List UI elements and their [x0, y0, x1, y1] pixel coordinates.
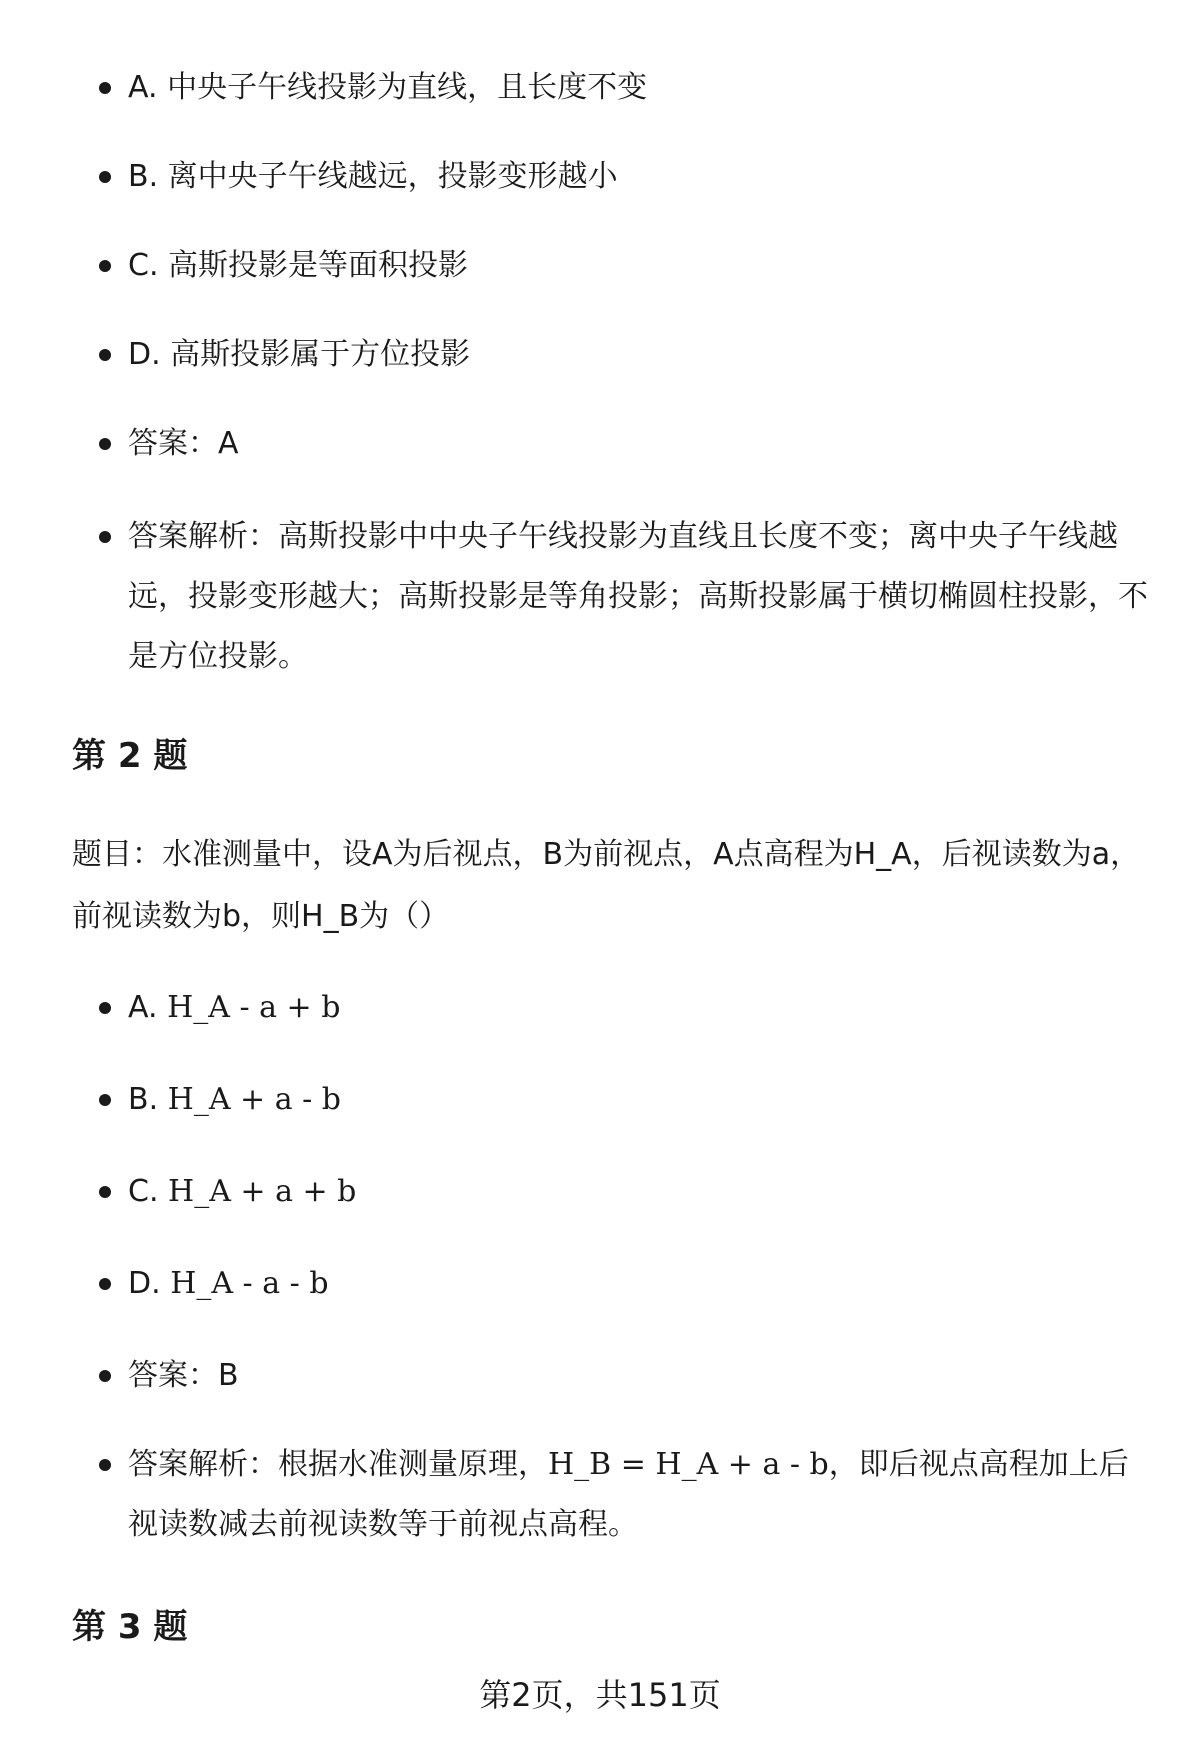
q1-answer: 答案：A: [128, 414, 1148, 474]
q2-analysis-post: ，即后视点高程加上后视读数减去前视读数等于前视点高程。: [128, 1447, 1129, 1542]
q2-option-a-formula: H_A - a + b: [167, 990, 341, 1025]
q2-option-d: [128, 1254, 1148, 1314]
q2-heading: 第 2 题: [72, 736, 188, 776]
q2-option-a-label: A.: [128, 990, 168, 1025]
q1-analysis: 答案解析：高斯投影中中央子午线投影为直线且长度不变；离中央子午线越远，投影变形越大；高斯投影是等角投影；高斯投影属于横切椭圆柱投影，不是方位投影。: [128, 507, 1148, 687]
q1-option-a: A. 中央子午线投影为直线，且长度不变: [128, 58, 1148, 118]
q2-option-d-formula: H_A - a - b: [170, 1266, 329, 1301]
q2-stem-line-1: 题目：水准测量中，设A为后视点，B为前视点，A点高程为H_A，后视读数为a，: [72, 837, 1141, 872]
q2-analysis-formula: H_B = H_A + a - b: [548, 1447, 829, 1482]
q2-analysis-pre: 答案解析：根据水准测量原理，: [128, 1447, 548, 1482]
q2-option-d-label: D.: [128, 1266, 171, 1301]
q2-option-c-formula: H_A + a + b: [168, 1174, 357, 1209]
q2-option-c: [128, 1162, 1148, 1222]
q3-heading: 第 3 题: [72, 1607, 188, 1647]
q2-option-b-formula: H_A + a - b: [167, 1082, 341, 1117]
q2-stem: [72, 824, 1148, 948]
q2-option-a: [128, 978, 1148, 1038]
q2-option-b: [128, 1070, 1148, 1130]
q1-option-b: B. 离中央子午线越远，投影变形越小: [128, 147, 1148, 207]
q1-option-d: D. 高斯投影属于方位投影: [128, 325, 1148, 385]
q2-option-b-label: B.: [128, 1082, 168, 1117]
q2-option-c-label: C.: [128, 1174, 169, 1209]
q2-answer: 答案：B: [128, 1346, 1148, 1406]
page-footer: 第2页，共151页: [479, 1676, 721, 1714]
q2-stem-line-2: 前视读数为b，则H_B为（）: [72, 899, 450, 934]
q1-option-c: C. 高斯投影是等面积投影: [128, 236, 1148, 296]
q2-analysis: [128, 1435, 1148, 1555]
